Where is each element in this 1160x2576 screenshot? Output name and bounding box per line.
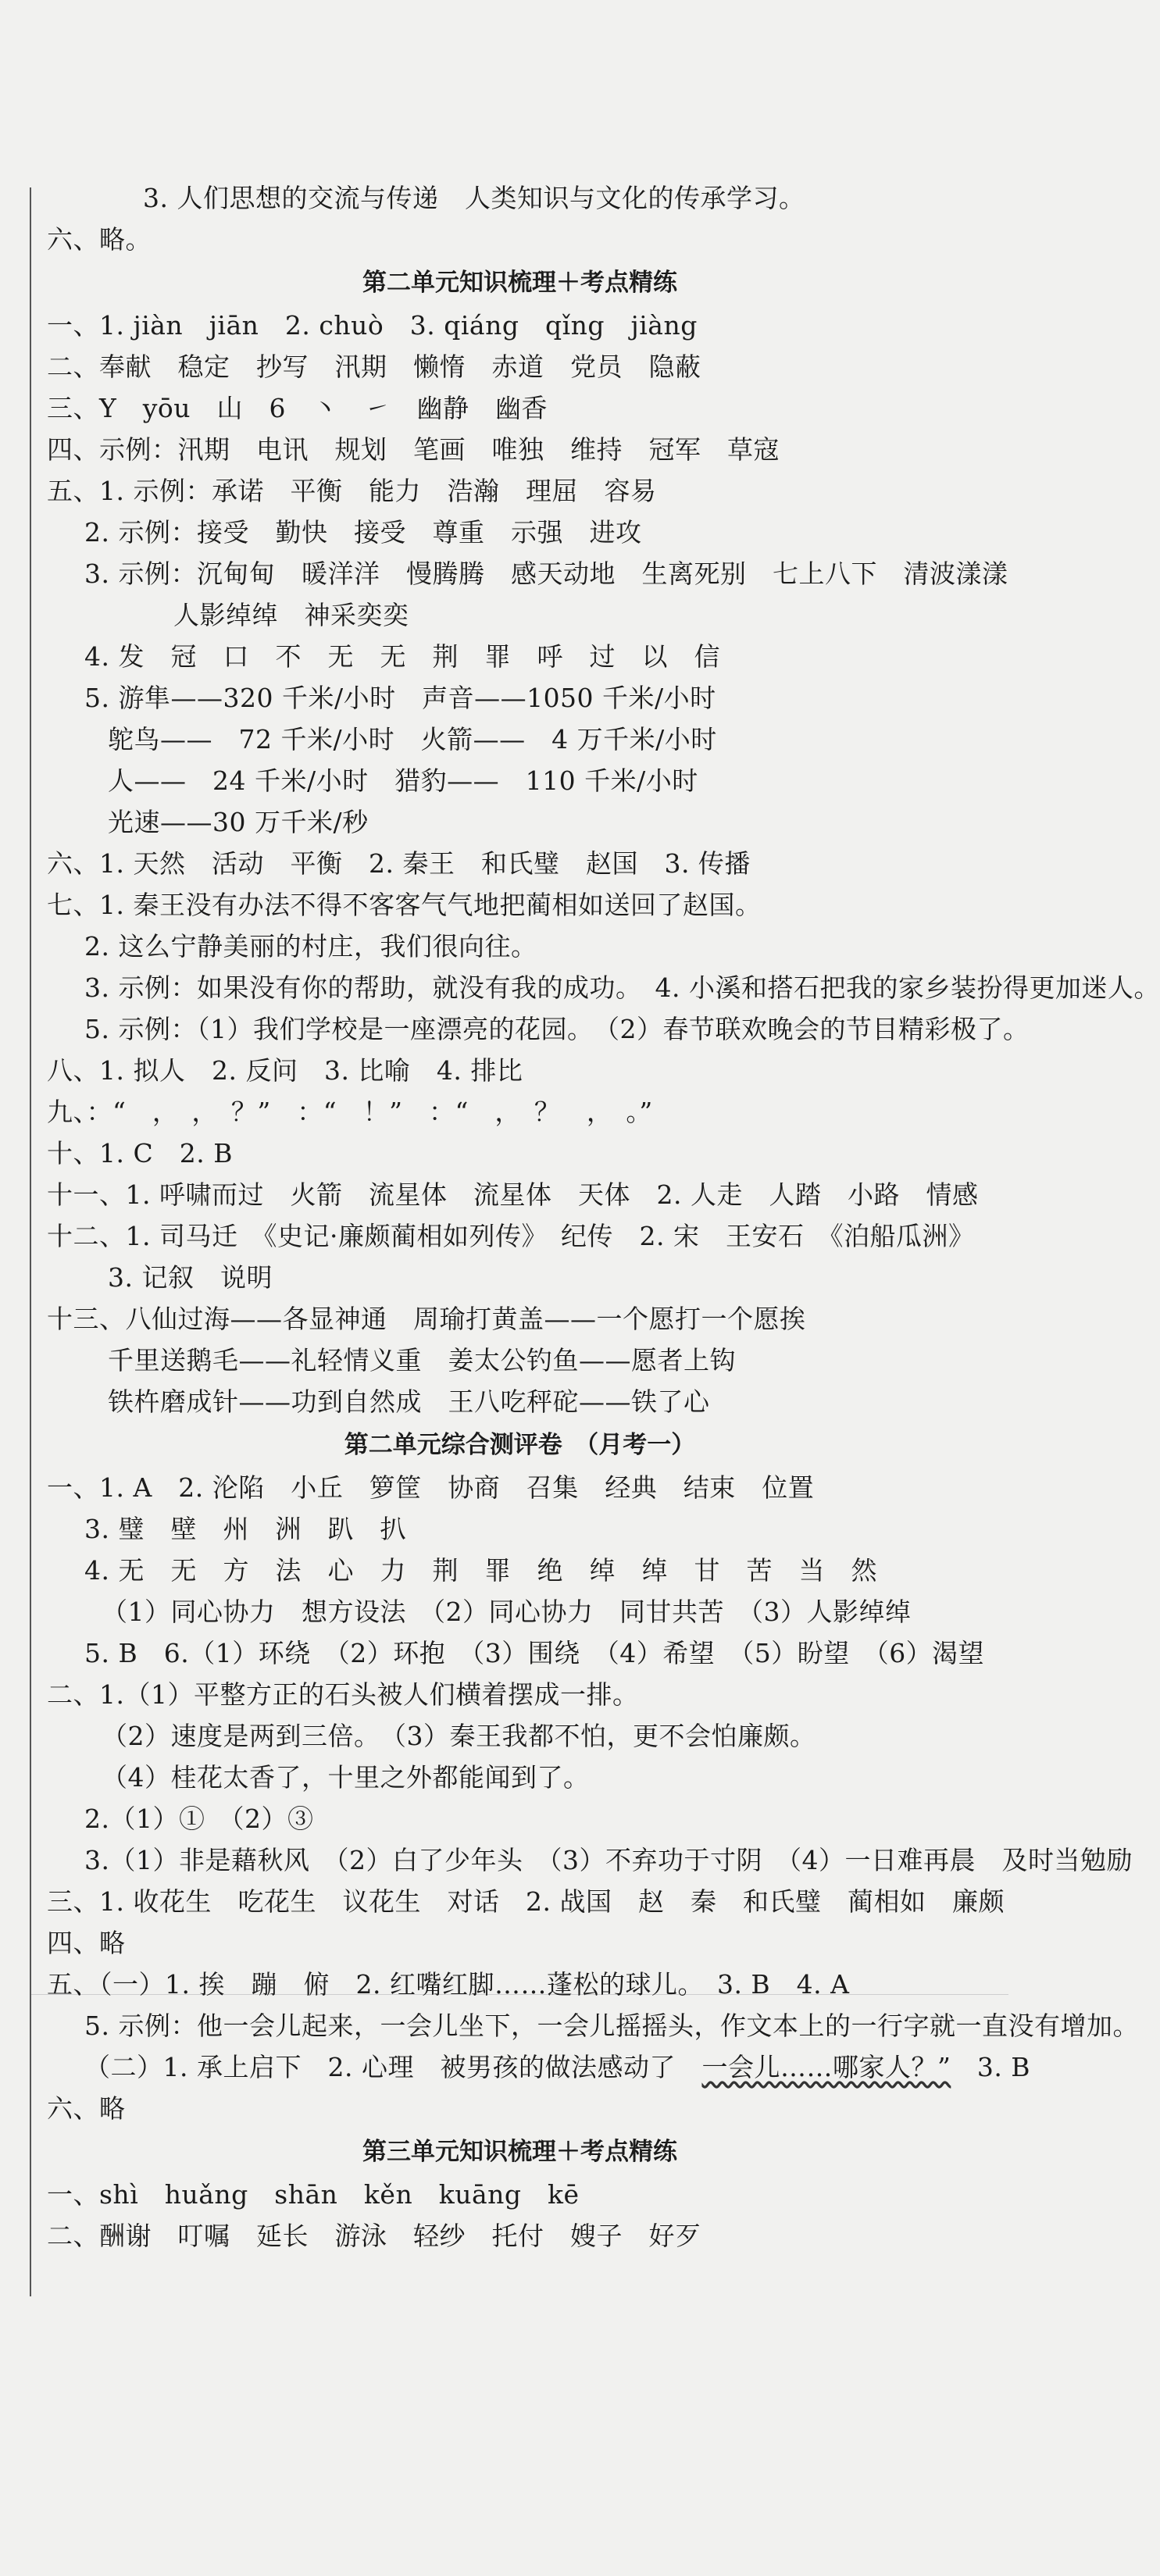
u2r-q10: 十、1. C 2. B [47, 1138, 233, 1168]
u2r-q5-2: 2. 示例：接受 勤快 接受 尊重 示强 进攻 [84, 517, 642, 548]
unit2-review-title: 第二单元知识梳理＋考点精练 [362, 269, 677, 297]
u2r-q12-1: 十二、1. 司马迁 《史记·廉颇蔺相如列传》 纪传 2. 宋 王安石 《泊船瓜洲》 [47, 1221, 975, 1251]
u3r-q2: 二、酬谢 叮嘱 延长 游泳 轻纱 托付 嫂子 好歹 [47, 2221, 701, 2251]
u2t-p5-1: 五、（一）1. 挨 蹦 俯 2. 红嘴红脚……蓬松的球儿。 3. B 4. A [47, 1969, 850, 2000]
u2t-p5-2-quote: 一会儿……哪家人？” [701, 2052, 951, 2082]
u2r-q5-1: 五、1. 示例：承诺 平衡 能力 浩瀚 理屈 容易 [47, 476, 657, 506]
u2r-q7-1: 七、1. 秦王没有办法不得不客客气气地把蔺相如送回了赵国。 [47, 890, 762, 920]
u2r-q5-5c: 人—— 24 千米/小时 猎豹—— 110 千米/小时 [108, 765, 698, 796]
unit3-review-title: 第三单元知识梳理＋考点精练 [362, 2138, 677, 2166]
u2r-q5-3b: 人影绰绰 神采奕奕 [173, 600, 409, 630]
u2r-q4: 四、示例：汛期 电讯 规划 笔画 唯独 维持 冠军 草寇 [47, 434, 780, 465]
u2t-p2-3: 3.（1）非是藉秋风 （2）白了少年头 （3）不弃功于寸阴 （4）一日难再晨 及时当勉励 [84, 1845, 1133, 1875]
u2r-q13-2: 千里送鹅毛——礼轻情义重 姜太公钓鱼——愿者上钩 [108, 1345, 736, 1375]
u2t-p1-5: 5. B 6.（1）环绕 （2）环抱 （3）围绕 （4）希望 （5）盼望 （6）渴望 [84, 1638, 985, 1668]
u2r-q5-3a: 3. 示例：沉甸甸 暖洋洋 慢腾腾 感天动地 生离死别 七上八下 清波漾漾 [84, 558, 1008, 589]
u2r-q12-3: 3. 记叙 说明 [108, 1262, 273, 1293]
u3r-q1: 一、shì huǎng shān kěn kuāng kē [47, 2179, 580, 2210]
u2r-q5-5d: 光速——30 万千米/秒 [108, 807, 369, 837]
unit1-answer-6: 六、略。 [47, 224, 152, 255]
u2t-p2-1b: （2）速度是两到三倍。 （3）秦王我都不怕，更不会怕廉颇。 [102, 1721, 816, 1751]
u2t-p2-1: 二、1.（1）平整方正的石头被人们横着摆成一排。 [47, 1679, 639, 1710]
u2r-q7-5: 5. 示例：（1）我们学校是一座漂亮的花园。 （2）春节联欢晚会的节目精彩极了。 [84, 1014, 1030, 1044]
u2r-q11: 十一、1. 呼啸而过 火箭 流星体 流星体 天体 2. 人走 人踏 小路 情感 [47, 1179, 979, 1210]
u2r-q7-3: 3. 示例：如果没有你的帮助，就没有我的成功。 4. 小溪和搭石把我的家乡装扮得更加迷人。 [84, 972, 1160, 1003]
u2r-q7-2: 2. 这么宁静美丽的村庄，我们很向往。 [84, 931, 537, 962]
u2t-p1-4: 4. 无 无 方 法 心 力 荆 罪 绝 绰 绰 甘 苦 当 然 [84, 1555, 877, 1586]
u2r-q1: 一、1. jiàn jiān 2. chuò 3. qiáng qǐng jiàng [47, 310, 698, 341]
u2r-q5-4: 4. 发 冠 口 不 无 无 荆 罪 呼 过 以 信 [84, 641, 720, 672]
u2t-p4: 四、略 [47, 1928, 126, 1958]
u2t-p6: 六、略 [47, 2093, 126, 2124]
u2t-p5-2-tail: 3. B [951, 2052, 1031, 2082]
unit2-test-title: 第二单元综合测评卷 （月考一） [344, 1431, 696, 1459]
u2r-q3: 三、Y yōu 山 6 丶 ㇀ 幽静 幽香 [47, 393, 548, 423]
u2t-p1-3: 3. 璧 壁 州 洲 趴 扒 [84, 1514, 406, 1544]
u2r-q13-3: 铁杵磨成针——功到自然成 王八吃秤砣——铁了心 [108, 1386, 710, 1417]
u2t-p1-4b: （1）同心协力 想方设法 （2）同心协力 同甘共苦 （3）人影绰绰 [102, 1597, 912, 1627]
u2t-p5-5: 5. 示例：他一会儿起来，一会儿坐下，一会儿摇摇头，作文本上的一行字就一直没有增加。 [84, 2010, 1139, 2041]
u2r-q13-1: 十三、八仙过海——各显神通 周瑜打黄盖——一个愿打一个愿挨 [47, 1304, 806, 1334]
u2r-q5-5b: 鸵鸟—— 72 千米/小时 火箭—— 4 万千米/小时 [108, 724, 717, 755]
u2r-q2: 二、奉献 稳定 抄写 汛期 懒惰 赤道 党员 隐蔽 [47, 351, 701, 382]
u2r-q6: 六、1. 天然 活动 平衡 2. 秦王 和氏璧 赵国 3. 传播 [47, 848, 751, 879]
u2r-q5-5a: 5. 游隼——320 千米/小时 声音——1050 千米/小时 [84, 683, 716, 713]
u2t-p1-1: 一、1. A 2. 沦陷 小丘 箩筐 协商 召集 经典 结束 位置 [47, 1472, 815, 1503]
u2r-q9: 九、：“ ， ， ？” ：“ ！” ：“ ， ？ ， 。” [47, 1097, 653, 1127]
u2r-q8: 八、1. 拟人 2. 反问 3. 比喻 4. 排比 [47, 1055, 523, 1086]
u2t-p5-2 [84, 2050, 1030, 2085]
u2t-p3: 三、1. 收花生 吃花生 议花生 对话 2. 战国 赵 秦 和氏璧 蔺相如 廉颇 [47, 1886, 1005, 1917]
unit1-answer-3: 3. 人们思想的交流与传递 人类知识与文化的传承学习。 [143, 183, 805, 213]
left-margin-rule [30, 187, 31, 2296]
u2t-p2-1c: （4）桂花太香了，十里之外都能闻到了。 [102, 1762, 590, 1793]
u2t-p5-2-head: （二）1. 承上启下 2. 心理 被男孩的做法感动了 [84, 2052, 702, 2082]
u2t-p2-2: 2.（1）① （2）③ [84, 1804, 314, 1834]
